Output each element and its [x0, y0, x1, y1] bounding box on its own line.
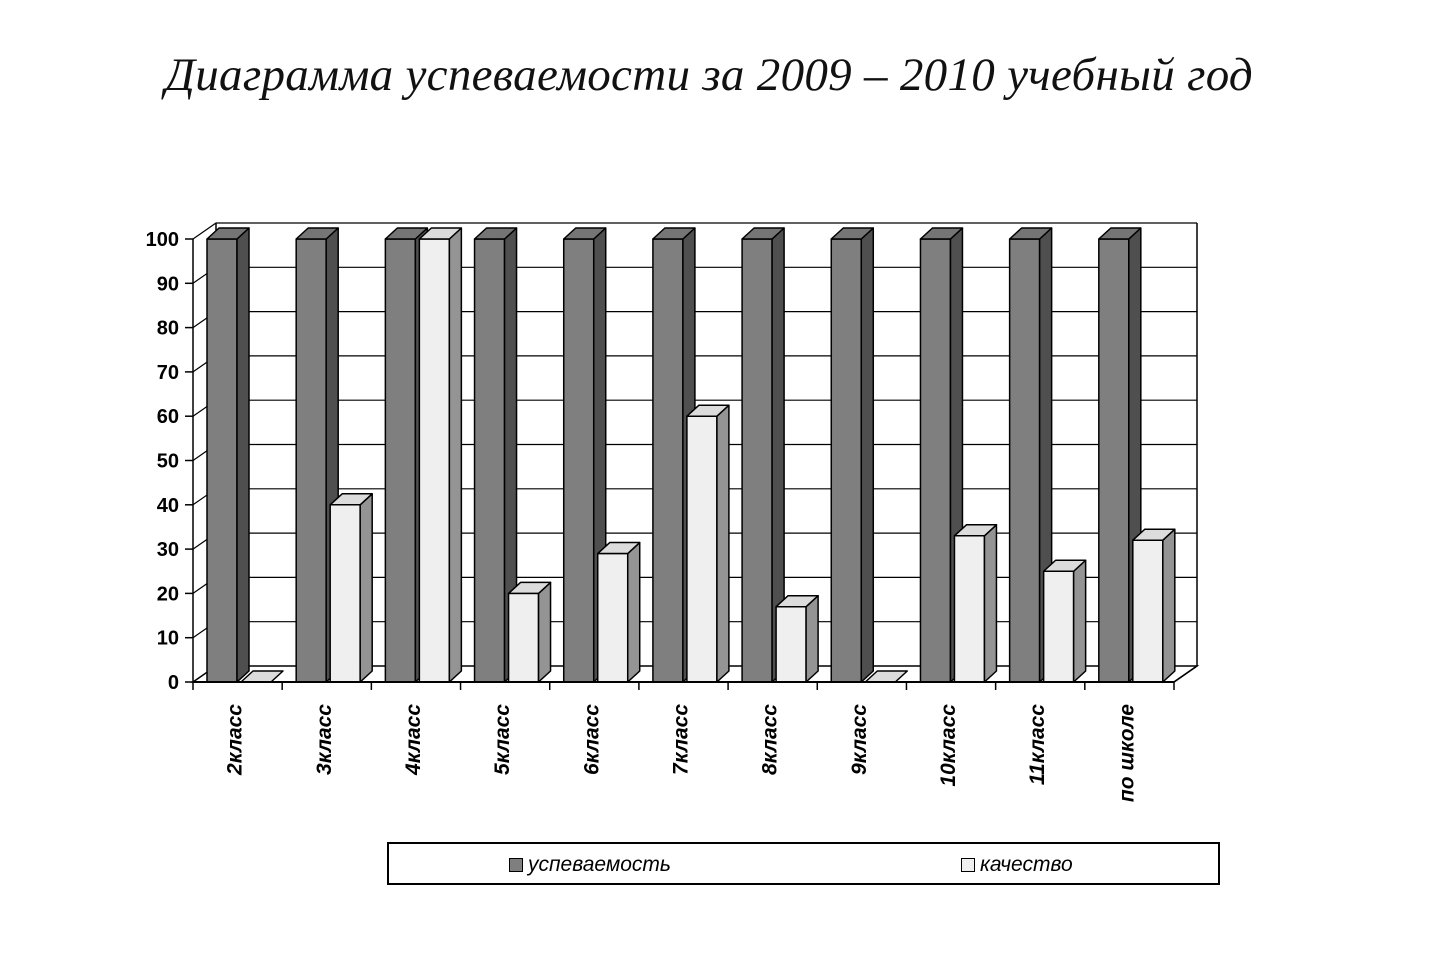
bar-kachestvo [598, 543, 640, 682]
y-tick-label: 100 [145, 229, 179, 251]
y-tick-label: 20 [156, 583, 179, 606]
x-category-label: 9класс [847, 704, 871, 775]
y-tick-label: 80 [156, 317, 179, 340]
y-tick-label: 70 [156, 361, 179, 384]
legend-item-kachestvo [961, 853, 1073, 877]
y-tick-label: 10 [156, 627, 179, 650]
bar-kachestvo [776, 596, 818, 682]
bar-kachestvo [330, 494, 372, 682]
legend-swatch-dark [509, 858, 523, 872]
x-category-label: 5класс [491, 704, 515, 775]
y-tick-label: 30 [156, 539, 179, 562]
y-tick-label: 60 [156, 406, 179, 429]
bar-kachestvo [1133, 529, 1175, 682]
x-category-label: 4класс [401, 704, 425, 775]
bar-uspevaemost [207, 228, 249, 682]
bar-uspevaemost [831, 228, 873, 682]
x-category-label: 8класс [758, 704, 782, 775]
x-category-label: 2класс [223, 704, 247, 775]
legend-swatch-light [961, 858, 975, 872]
x-category-label: 11класс [1026, 704, 1050, 786]
bar-kachestvo [419, 228, 461, 682]
bar-kachestvo [1044, 560, 1086, 682]
y-tick-label: 0 [167, 672, 179, 694]
y-tick-label: 40 [156, 494, 179, 517]
y-tick-label: 50 [156, 450, 179, 473]
legend [387, 842, 1220, 885]
bar-kachestvo [509, 582, 551, 682]
x-category-label: по школе [1115, 704, 1139, 803]
bar-kachestvo [954, 525, 996, 682]
legend-label-uspevaemost: успеваемость [528, 853, 671, 876]
x-category-label: 3класс [312, 704, 336, 775]
x-category-label: 6класс [580, 704, 604, 775]
bar-kachestvo [687, 405, 729, 682]
y-tick-label: 90 [156, 273, 179, 296]
legend-label-kachestvo: качество [980, 853, 1073, 876]
x-category-label: 7класс [669, 704, 693, 775]
chart-title: Диаграмма успеваемости за 2009 – 2010 учебный год [165, 49, 1253, 101]
x-category-label: 10класс [937, 703, 961, 787]
legend-item-uspevaemost [509, 853, 671, 877]
